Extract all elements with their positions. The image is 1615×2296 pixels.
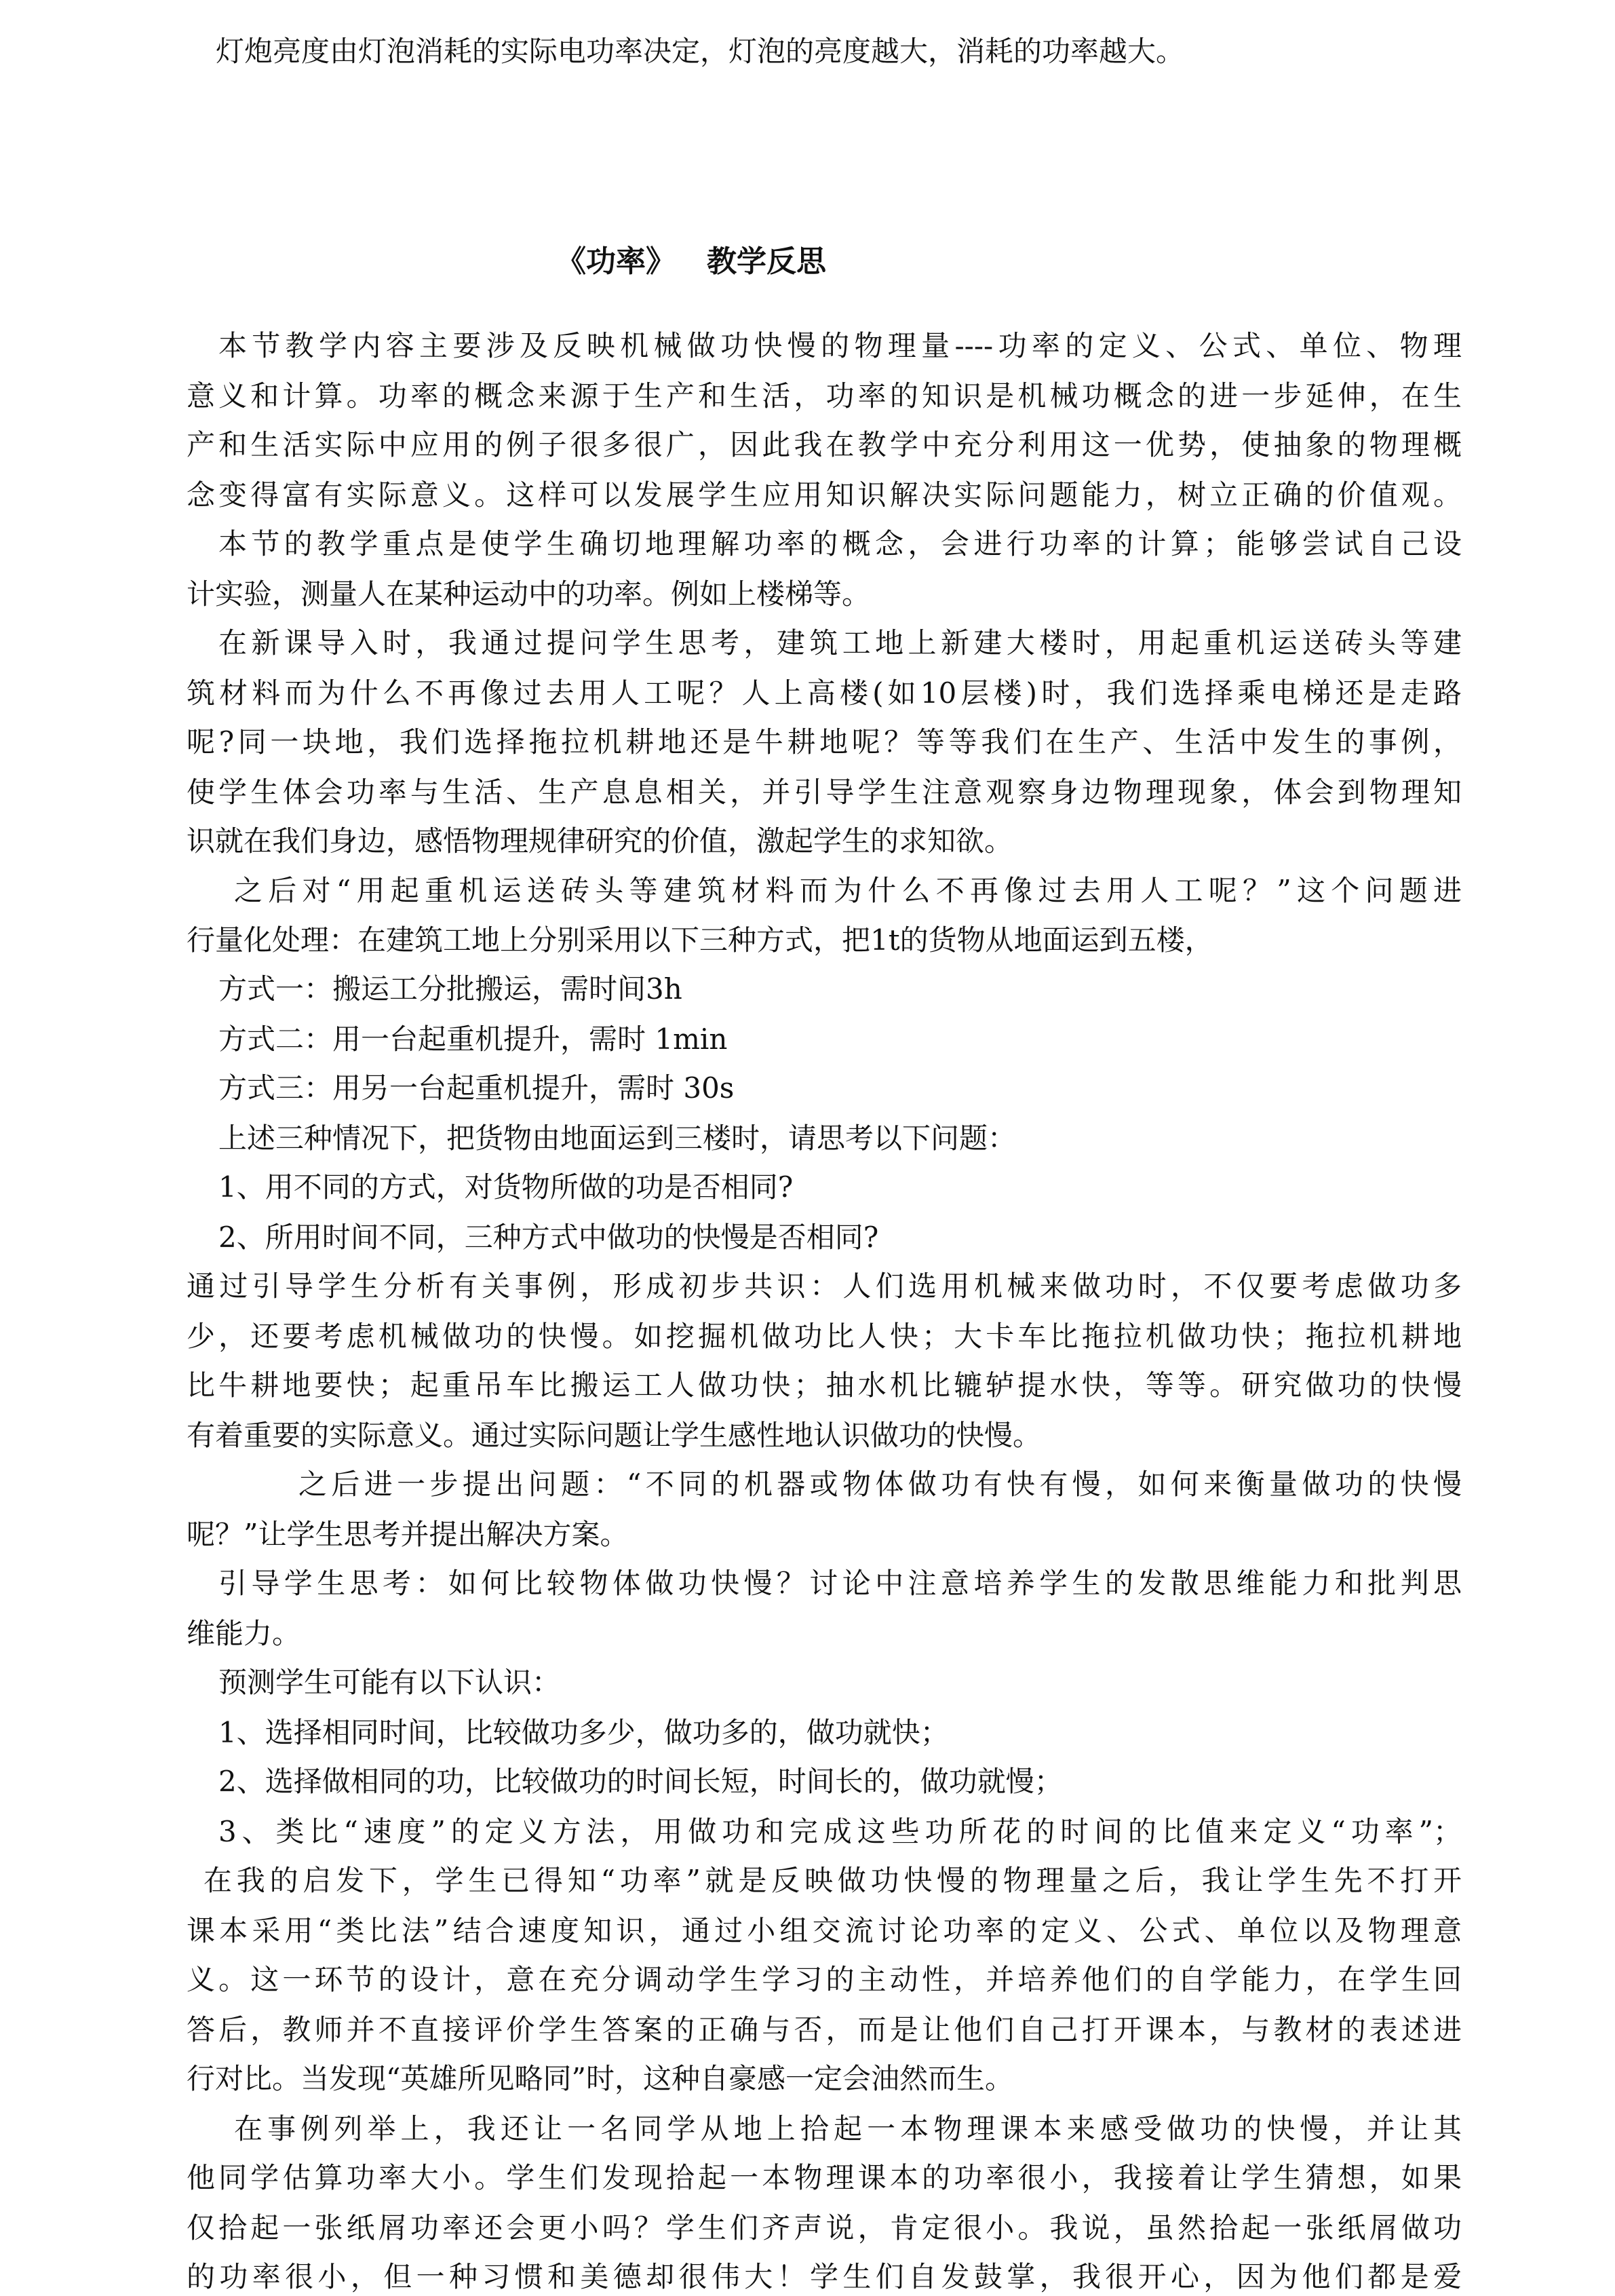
intro-paragraph: 灯炮亮度由灯泡消耗的实际电功率决定，灯泡的亮度越大，消耗的功率越大。 (216, 35, 1185, 68)
text-line: 仅拾起一张纸屑功率还会更小吗？学生们齐声说，肯定很小。我说，虽然拾起一张纸屑做功 (187, 2211, 1462, 2244)
text-line: 计实验，测量人在某种运动中的功率。例如上楼梯等。 (187, 577, 871, 611)
list-item: 方式二：用一台起重机提升，需时 1min (218, 1022, 728, 1056)
text-line: 念变得富有实际意义。这样可以发展学生应用知识解决实际问题能力，树立正确的价值观。 (187, 478, 1462, 512)
text-line: 课本采用“类比法”结合速度知识，通过小组交流讨论功率的定义、公式、单位以及物理意 (187, 1914, 1462, 1947)
text-line: 使学生体会功率与生活、生产息息相关，并引导学生注意观察身边物理现象，体会到物理知 (187, 776, 1462, 809)
text-line: 义。这一环节的设计，意在充分调动学生学习的主动性，并培养他们的自学能力，在学生回 (187, 1963, 1462, 1996)
text-line: 之后对“用起重机运送砖头等建筑材料而为什么不再像过去用人工呢？”这个问题进 (234, 874, 1462, 907)
text-line: 少，还要考虑机械做功的快慢。如挖掘机做功比人快；大卡车比拖拉机做功快；拖拉机耕地 (187, 1320, 1462, 1353)
text-line: 引导学生思考：如何比较物体做功快慢？讨论中注意培养学生的发散思维能力和批判思 (218, 1567, 1462, 1600)
list-item: 2、所用时间不同，三种方式中做功的快慢是否相同? (218, 1221, 879, 1254)
text-line: 在新课导入时，我通过提问学生思考，建筑工地上新建大楼时，用起重机运送砖头等建 (218, 626, 1462, 659)
text-line: 行对比。当发现“英雄所见略同”时，这种自豪感一定会油然而生。 (187, 2062, 1013, 2095)
text-line: 筑材料而为什么不再像过去用人工呢？人上高楼(如10层楼)时，我们选择乘电梯还是走路 (187, 676, 1462, 710)
list-item: 3、类比“速度”的定义方法，用做功和完成这些功所花的时间的比值来定义“功率”； (218, 1815, 1462, 1848)
text-line: 呢？”让学生思考并提出解决方案。 (187, 1518, 629, 1551)
text-line: 意义和计算。功率的概念来源于生产和生活，功率的知识是机械功概念的进一步延伸，在生 (187, 379, 1462, 413)
text-line: 有着重要的实际意义。通过实际问题让学生感性地认识做功的快慢。 (187, 1419, 1042, 1452)
list-item: 1、用不同的方式，对货物所做的功是否相同? (218, 1170, 794, 1204)
text-line: 在事例列举上，我还让一名同学从地上拾起一本物理课本来感受做功的快慢，并让其 (234, 2112, 1462, 2145)
text-line: 上述三种情况下，把货物由地面运到三楼时，请思考以下问题： (218, 1122, 1017, 1155)
text-line: 在我的启发下，学生已得知“功率”就是反映做功快慢的物理量之后，我让学生先不打开 (203, 1864, 1462, 1897)
text-line: 答后，教师并不直接评价学生答案的正确与否，而是让他们自己打开课本，与教材的表述进 (187, 2013, 1462, 2046)
text-line: 之后进一步提出问题：“不同的机器或物体做功有快有慢，如何来衡量做功的快慢 (298, 1468, 1462, 1501)
text-line: 本节教学内容主要涉及反映机械做功快慢的物理量----功率的定义、公式、单位、物理 (218, 329, 1462, 362)
text-line: 识就在我们身边，感悟物理规律研究的价值，激起学生的求知欲。 (187, 824, 1013, 858)
text-line: 呢?同一块地，我们选择拖拉机耕地还是牛耕地呢？等等我们在生产、生活中发生的事例， (187, 725, 1462, 759)
text-line: 本节的教学重点是使学生确切地理解功率的概念，会进行功率的计算；能够尝试自己设 (218, 527, 1462, 560)
text-line: 预测学生可能有以下认识： (218, 1666, 561, 1699)
list-item: 方式三：用另一台起重机提升，需时 30s (218, 1071, 735, 1105)
document-page: 灯炮亮度由灯泡消耗的实际电功率决定，灯泡的亮度越大，消耗的功率越大。 《功率》 教学反思 本节教学内容主要涉及反映机械做功快慢的物理量----功率的定义、公式、单位、物理 意义和计算。功率的概念来源于生产和生活，功率的知识是机械功概念的进一步延伸，在生 产和生活实际中应用的例子很多很广，因此我在教学中充分利用这一优势，使抽象的物理概 念变得富有实际意义。这样可以发展学生应用知识解决实际问题能力，树立正确的价值观。 本节的教学重点是使学生确切地理解功率的概念，会进行功率的计算；能够尝试自己设 计实验，测量人在某种运动中的功率。例如上楼梯等。 在新课导入时，我通过提问学生思考，建筑工地上新建大楼时，用起重机运送砖头等建 筑材料而为什么不再像过去用人工呢？人上高楼(如10层楼)时，我们选择乘电梯还是走路 呢?同一块地，我们选择拖拉机耕地还是牛耕地呢？等等我们在生产、生活中发生的事例， 使学生体会功率与生活、生产息息相关，并引导学生注意观察身边物理现象，体会到物理知 识就在我们身边，感悟物理规律研究的价值，激起学生的求知欲。 之后对“用起重机运送砖头等建筑材料而为什么不再像过去用人工呢？”这个问题进 行量化处理：在建筑工地上分别采用以下三种方式，把1t的货物从地面运到五楼， 方式一：搬运工分批搬运，需时间3h 方式二：用一台起重机提升，需时 1min 方式三：用另一台起重机提升，需时 30s 上述三种情况下，把货物由地面运到三楼时，请思考以下问题： 1、用不同的方式，对货物所做的功是否相同? 2、所用时间不同，三种方式中做功的快慢是否相同? 通过引导学生分析有关事例，形成初步共识：人们选用机械来做功时，不仅要考虑做功多 少，还要考虑机械做功的快慢。如挖掘机做功比人快；大卡车比拖拉机做功快；拖拉机耕地 比牛耕地要快；起重吊车比搬运工人做功快；抽水机比辘轳提水快，等等。研究做功的快慢 有着重要的实际意义。通过实际问题让学生感性地认识做功的快慢。 之后进一步提出问题：“不同的机器或物体做功有快有慢，如何来衡量做功的快慢 呢？”让学生思考并提出解决方案。 引导学生思考：如何比较物体做功快慢？讨论中注意培养学生的发散思维能力和批判思 维能力。 预测学生可能有以下认识： 1、选择相同时间，比较做功多少，做功多的，做功就快； 2、选择做相同的功，比较做功的时间长短，时间长的，做功就慢； 3、类比“速度”的定义方法，用做功和完成这些功所花的时间的比值来定义“功率”； 在我的启发下，学生已得知“功率”就是反映做功快慢的物理量之后，我让学生先不打开 课本采用“类比法”结合速度知识，通过小组交流讨论功率的定义、公式、单位以及物理意 义。这一环节的设计，意在充分调动学生学习的主动性，并培养他们的自学能力，在学生回 答后，教师并不直接评价学生答案的正确与否，而是让他们自己打开课本，与教材的表述进 行对比。当发现“英雄所见略同”时，这种自豪感一定会油然而生。 在事例列举上，我还让一名同学从地上拾起一本物理课本来感受做功的快慢，并让其 他同学估算功率大小。学生们发现拾起一本物理课本的功率很小，我接着让学生猜想，如果 仅拾起一张纸屑功率还会更小吗？学生们齐声说，肯定很小。我说，虽然拾起一张纸屑做功 的功率很小，但一种习惯和美德却很伟大！学生们自发鼓掌，我很开心，因为他们都是爱 (0, 0, 1615, 2284)
text-line: 通过引导学生分析有关事例，形成初步共识：人们选用机械来做功时，不仅要考虑做功多 (187, 1269, 1462, 1303)
text-line: 维能力。 (187, 1617, 301, 1650)
text-line: 行量化处理：在建筑工地上分别采用以下三种方式，把1t的货物从地面运到五楼， (187, 923, 1213, 957)
text-line: 比牛耕地要快；起重吊车比搬运工人做功快；抽水机比辘轳提水快，等等。研究做功的快慢 (187, 1369, 1462, 1402)
text-line: 他同学估算功率大小。学生们发现拾起一本物理课本的功率很小，我接着让学生猜想，如果 (187, 2161, 1462, 2194)
list-item: 2、选择做相同的功，比较做功的时间长短，时间长的，做功就慢； (218, 1765, 1063, 1798)
list-item: 1、选择相同时间，比较做功多少，做功多的，做功就快； (218, 1716, 949, 1749)
list-item: 方式一：搬运工分批搬运，需时间3h (218, 972, 682, 1006)
page-title: 《功率》 教学反思 (556, 244, 826, 279)
text-line: 产和生活实际中应用的例子很多很广，因此我在教学中充分利用这一优势，使抽象的物理概 (187, 428, 1462, 461)
